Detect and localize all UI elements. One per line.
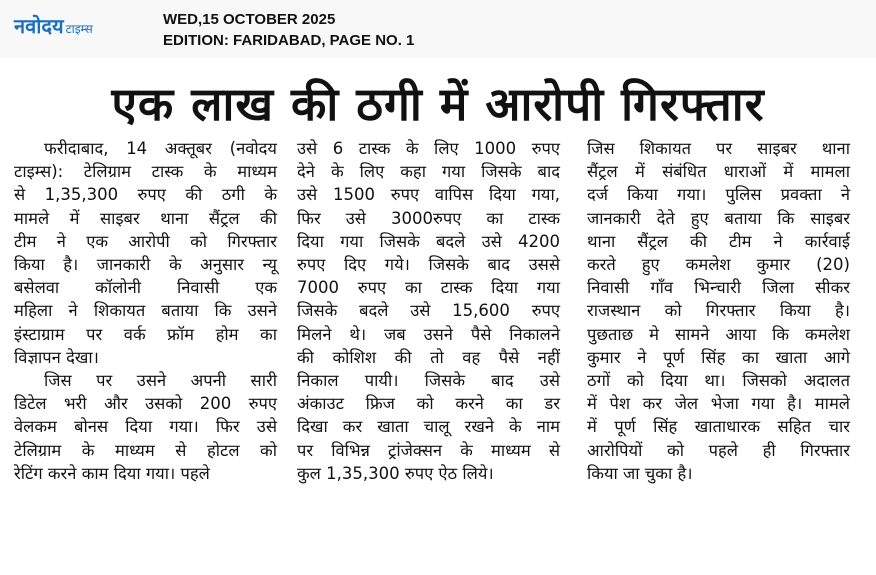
article-line: 7000 रुपए का टास्क दिया गया	[297, 278, 560, 298]
article-line: देने के लिए कहा गया जिसके बाद	[297, 162, 560, 182]
article-line: उसे 1500 रुपए वापिस दिया गया,	[297, 185, 560, 205]
article-line: टाइम्स): टेलिग्राम टास्क के माध्यम	[14, 162, 277, 182]
article-line: कुल 1,35,300 रुपए ऐठ लिये।	[297, 463, 494, 483]
article-line: थाना सैंट्रल की टीम ने कार्रवाई	[587, 231, 850, 251]
article-line: पर विभिन्न ट्रांजेक्सन के माध्यम से	[297, 440, 560, 460]
article-line: रेटिंग करने काम दिया गया। पहले	[14, 463, 210, 483]
article-line: जिस पर उसने अपनी सारी	[44, 371, 277, 391]
article-line: मिलने थे। जब उसने पैसे निकालने	[297, 324, 560, 344]
article-line: वेलकम बोनस दिया गया। फिर उसे	[14, 417, 277, 437]
headline: एक लाख की ठगी में आरोपी गिरफ्तार	[111, 77, 765, 131]
article-line: जानकारी देते हुए बताया कि साइबर	[587, 208, 850, 228]
article-line: अंकाउट फ्रिज को करने का डर	[297, 394, 560, 414]
article-column-3	[587, 137, 850, 485]
article-line: विज्ञापन देखा।	[14, 347, 99, 367]
article-line: राजस्थान को गिरफ्तार किया है।	[587, 301, 850, 321]
masthead	[0, 0, 876, 58]
article-line: दर्ज किया गया। पुलिस प्रवक्ता ने	[587, 185, 850, 205]
logo-main: नवोदय	[14, 14, 64, 38]
article-line: में पेश कर जेल भेजा गया है। मामले	[587, 394, 850, 414]
article-line: किया जा चुका है।	[587, 463, 693, 483]
article-line: मामले में साइबर थाना सैंट्रल की	[14, 208, 277, 228]
article-line: जिस शिकायत पर साइबर थाना	[587, 139, 850, 158]
article-line: बसेलवा कॉलोनी निवासी एक	[14, 278, 277, 298]
article-line: टीम ने एक आरोपी को गिरफ्तार	[14, 231, 277, 251]
article-line: किया है। जानकारी के अनुसार न्यू	[14, 255, 277, 275]
publication-date: WED,15 OCTOBER 2025	[163, 11, 336, 28]
article-line: उसे 6 टास्क के लिए 1000 रुपए	[297, 139, 560, 158]
article-column-2	[297, 137, 560, 485]
edition-label: EDITION: FARIDABAD, PAGE NO. 1	[163, 32, 415, 49]
edition-info	[163, 9, 414, 51]
article-line: आरोपियों को पहले ही गिरफ्तार	[587, 440, 850, 460]
article-line: से 1,35,300 रुपए की ठगी के	[14, 185, 277, 205]
article-line: दिखा कर खाता चालू रखने के नाम	[297, 417, 560, 437]
article-line: कुमार ने पूर्ण सिंह का खाता आगे	[587, 347, 850, 367]
article-line: पुछताछ मे सामने आया कि कमलेश	[587, 324, 850, 344]
article-line: निकाल पायी। जिसके बाद उसे	[297, 371, 560, 391]
article-line: इंस्टाग्राम पर वर्क फ्रॉम होम का	[14, 324, 277, 344]
article-line: करते हुए कमलेश कुमार (20)	[587, 255, 850, 275]
article-line: महिला ने शिकायत बताया कि उसने	[14, 301, 277, 321]
article-column-1	[14, 137, 277, 485]
article-line: सैंट्रल में संबंधित धाराओं में मामला	[587, 162, 850, 182]
article-line: टेलिग्राम के माध्यम से होटल को	[14, 440, 277, 460]
article-line: फरीदाबाद, 14 अक्तूबर (नवोदय	[44, 139, 277, 158]
article-line: जिसके बदले उसे 15,600 रुपए	[297, 301, 560, 321]
article-line: की कोशिश की तो वह पैसे नहीं	[297, 347, 560, 367]
article-line: रुपए दिए गये। जिसके बाद उससे	[297, 255, 560, 275]
article-line: डिटेल भरी और उसको 200 रुपए	[14, 394, 277, 414]
article-line: ठगों को दिया था। जिसको अदालत	[587, 371, 850, 391]
article-line: में पूर्ण सिंह खाताधारक सहित चार	[587, 417, 850, 437]
article-line: फिर उसे 3000रुपए का टास्क	[297, 208, 560, 228]
newspaper-logo	[14, 12, 93, 39]
article-line: निवासी गाँव भिन्चारी जिला सीकर	[587, 278, 850, 298]
article-line: दिया गया जिसके बदले उसे 4200	[297, 231, 560, 251]
logo-sub: टाइम्स	[65, 22, 93, 36]
